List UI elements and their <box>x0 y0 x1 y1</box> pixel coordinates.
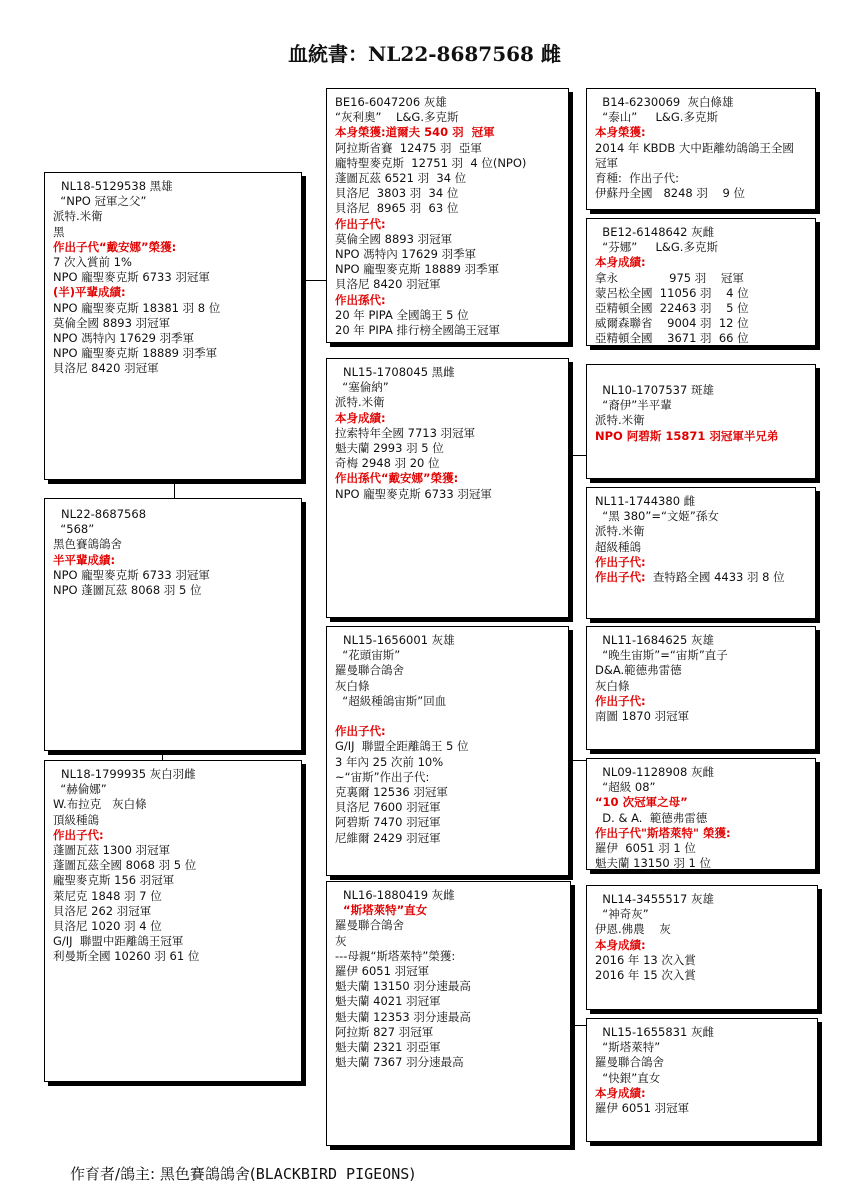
dds-line: 本身成績: <box>595 937 646 952</box>
ddd-line: 本身成績: <box>595 1085 646 1100</box>
page-title: 血統書：NL22-8687568 雌 <box>288 42 561 66</box>
subject-line: “568” <box>53 522 95 537</box>
dd-line: ---母親“斯塔萊特”榮獲: <box>335 948 456 963</box>
sd-line: 拉索特年全國 7713 羽冠軍 <box>335 425 476 440</box>
dam-line: NL18-1799935 灰白羽雌 <box>61 767 196 781</box>
sdd-line: “黑 380”=“文姬”孫女 <box>595 509 719 524</box>
subject-line: NPO 龐聖麥克斯 6733 羽冠軍 <box>53 567 210 582</box>
dss-line: “晚生宙斯”=“宙斯”直子 <box>595 648 728 663</box>
sire-box <box>44 172 302 480</box>
dss-line: 灰白條 <box>595 678 630 693</box>
ds-line: 尼維爾 2429 羽冠軍 <box>335 830 441 845</box>
ssd-line: 威爾森聯省 9004 羽 12 位 <box>595 316 749 331</box>
sdd-line: 超級種鴿 <box>595 539 641 554</box>
dsd-line: 羅伊 6051 羽 1 位 <box>595 841 696 856</box>
ss-line: 作出孫代: <box>335 292 386 307</box>
sire-dam-dam-box <box>586 487 816 619</box>
subject-line: 半平輩成績: <box>53 552 116 567</box>
dsd-line: D. & A. 範德弗雷德 <box>595 810 708 825</box>
ssd-line: 本身成績: <box>595 255 646 270</box>
dd-line: 灰 <box>335 933 347 948</box>
ddd-line: NL15-1655831 灰雌 <box>595 1025 714 1039</box>
sd-line: “塞倫納” <box>335 380 389 395</box>
footer-loft-name: BLACKBIRD PIGEONS <box>255 1165 410 1183</box>
connector-sire-subject <box>174 479 175 499</box>
dds-line: 2016 年 15 次入賞 <box>595 968 696 983</box>
sire-line: 貝洛尼 8420 羽冠軍 <box>53 361 159 376</box>
dam-line: 貝洛尼 262 羽冠軍 <box>53 903 152 918</box>
ds-line: ~“宙斯”作出子代: <box>335 769 430 784</box>
sd-line: NL15-1708045 黑雌 <box>343 365 455 379</box>
sd-line: 派特.米衛 <box>335 395 385 410</box>
ss-line: 貝洛尼 8965 羽 63 位 <box>335 201 459 216</box>
connector-sire-ss <box>302 280 326 281</box>
sd-line: 魁夫蘭 2993 羽 5 位 <box>335 441 444 456</box>
subject-line: NL22-8687568 <box>61 507 147 521</box>
sss-line: 2014 年 KBDB 大中距離幼鴿鴿王全國 <box>595 140 794 155</box>
dam-line: W.布拉克 灰白條 <box>53 797 147 812</box>
dam-sire-box <box>326 626 569 876</box>
dd-line: 魁夫蘭 13150 羽分速最高 <box>335 979 471 994</box>
sdd-line: 作出子代: <box>595 554 646 569</box>
ds-line: 作出子代: <box>335 724 386 739</box>
ssd-line: 亞精頓全國 3671 羽 66 位 <box>595 331 749 346</box>
sdd-line: NL11-1744380 雌 <box>595 494 696 508</box>
ss-line: 20 年 PIPA 排行榜全國鴿王冠軍 <box>335 323 500 338</box>
sire-line: (半)平輩成績: <box>53 285 126 300</box>
dam-line: 利曼斯全國 10260 羽 61 位 <box>53 949 200 964</box>
dam-line: G/IJ 聯盟中距離鴿王冠軍 <box>53 934 184 949</box>
dd-line: 羅伊 6051 羽冠軍 <box>335 964 430 979</box>
sdd-line-label: 作出子代: <box>595 570 646 585</box>
dam-line: 龐聖麥克斯 156 羽冠軍 <box>53 873 175 888</box>
sds-line: “裔伊”半平輩 <box>595 398 672 413</box>
ss-line: NPO 龐聖麥克斯 18889 羽季軍 <box>335 262 500 277</box>
ds-line: 3 年內 25 次前 10% <box>335 754 444 769</box>
sire-dam-box <box>326 358 569 618</box>
sds-line: NPO 阿碧斯 15871 羽冠軍半兄弟 <box>595 428 779 443</box>
dam-line: “赫倫娜” <box>53 782 107 797</box>
sire-line: NPO 龐聖麥克斯 18889 羽季軍 <box>53 346 218 361</box>
dam-line: 貝洛尼 1020 羽 4 位 <box>53 919 162 934</box>
dam-line: 蓬圖瓦茲全國 8068 羽 5 位 <box>53 858 197 873</box>
ds-line: “超級種鴿宙斯”回血 <box>335 693 447 708</box>
sdd-line-value: 查特路全國 4433 羽 8 位 <box>645 570 785 585</box>
dds-line: 伊恩.佛農 灰 <box>595 922 671 937</box>
dss-line: 南圖 1870 羽冠軍 <box>595 709 690 724</box>
ssd-line: 拿永 975 羽 冠軍 <box>595 270 744 285</box>
ss-line <box>335 125 560 140</box>
sdd-line <box>595 570 807 585</box>
sire-line: NPO 龐聖麥克斯 18381 羽 8 位 <box>53 300 221 315</box>
breeder-footer <box>70 1163 415 1184</box>
ds-line: “花頭宙斯” <box>335 648 401 663</box>
ssd-line: 蒙呂松全國 11056 羽 4 位 <box>595 285 749 300</box>
dds-line: “神奇灰” <box>595 907 649 922</box>
sss-line: 育種: 作出子代: <box>595 171 680 186</box>
ss-line: 龐特聖麥克斯 12751 羽 4 位(NPO) <box>335 155 527 170</box>
connector-sd-sds <box>568 455 586 456</box>
dd-line: 羅曼聯合鴿舍 <box>335 918 404 933</box>
dsd-line: “10 次冠軍之母” <box>595 795 688 810</box>
sire-line: 莫倫全國 8893 羽冠軍 <box>53 315 171 330</box>
ss-line: 蓬圖瓦茲 6521 羽 34 位 <box>335 171 467 186</box>
sire-sire-sire-box <box>586 88 816 210</box>
dam-line: 蓬圖瓦茲 1300 羽冠軍 <box>53 843 171 858</box>
sire-line: 作出子代“戴安娜”榮獲: <box>53 239 177 254</box>
sss-line: B14-6230069 灰白條雄 <box>595 95 734 109</box>
ss-line: 阿拉斯省賽 12475 羽 亞軍 <box>335 140 482 155</box>
ds-line: 貝洛尼 7600 羽冠軍 <box>335 800 441 815</box>
dd-line: 魁夫蘭 4021 羽冠軍 <box>335 994 441 1009</box>
ss-honors-label: 本身榮獲: <box>335 125 386 140</box>
ddd-line: 羅伊 6051 羽冠軍 <box>595 1101 690 1116</box>
ss-line: “灰利奧” L&G.多克斯 <box>335 110 459 125</box>
dam-line: 作出子代: <box>53 827 104 842</box>
ds-line: 羅曼聯合鴿舍 <box>335 663 404 678</box>
dam-line: 頂級種鴿 <box>53 812 99 827</box>
sss-line: 本身榮獲: <box>595 125 646 140</box>
sire-line: 黑 <box>53 224 65 239</box>
subject-line: 黑色賽鴿鴿舍 <box>53 537 122 552</box>
dam-dam-dam-box <box>586 1018 818 1142</box>
ss-line: 貝洛尼 8420 羽冠軍 <box>335 277 441 292</box>
subject-line: NPO 蓬圖瓦茲 8068 羽 5 位 <box>53 583 202 598</box>
dam-line: 萊尼克 1848 羽 7 位 <box>53 888 162 903</box>
sds-line: 派特.米衛 <box>595 413 645 428</box>
dd-line: 魁夫蘭 7367 羽分速最高 <box>335 1055 464 1070</box>
ssd-line: BE12-6148642 灰雌 <box>595 225 715 239</box>
connector-subject-dam <box>162 750 163 760</box>
footer-close: ) <box>409 1165 416 1183</box>
ss-line: 20 年 PIPA 全國鴿王 5 位 <box>335 307 469 322</box>
dam-sire-sire-box <box>586 626 816 750</box>
sss-line: 伊蘇丹全國 8248 羽 9 位 <box>595 186 745 201</box>
sss-line: “泰山” L&G.多克斯 <box>595 110 718 125</box>
dam-box <box>44 760 302 1082</box>
subject-box <box>44 498 302 751</box>
ddd-line: “快銀”直女 <box>595 1070 661 1085</box>
footer-label: 作育者/鴿主: 黑色賽鴿鴿舍( <box>70 1165 256 1183</box>
sd-line: 作出孫代“戴安娜”榮獲: <box>335 471 459 486</box>
dd-line: “斯塔萊特”直女 <box>335 903 428 918</box>
ss-honors-note: 道爾夫 540 羽 冠軍 <box>385 125 495 140</box>
dss-line: NL11-1684625 灰雄 <box>595 633 714 647</box>
sss-line: 冠軍 <box>595 155 618 170</box>
dsd-line: NL09-1128908 灰雌 <box>595 765 714 779</box>
ss-line: 莫倫全國 8893 羽冠軍 <box>335 231 453 246</box>
ds-line: G/IJ 聯盟全距離鴿王 5 位 <box>335 739 469 754</box>
sire-sire-dam-box <box>586 218 816 346</box>
ddd-line: “斯塔萊特” <box>595 1040 661 1055</box>
sire-line: NPO 龐聖麥克斯 6733 羽冠軍 <box>53 270 210 285</box>
dsd-line: “超級 08” <box>595 780 656 795</box>
sire-dam-sire-box <box>586 364 816 479</box>
ssd-line: “芬娜” L&G.多克斯 <box>595 240 718 255</box>
sire-line: NPO 馮特內 17629 羽季軍 <box>53 331 195 346</box>
sd-line: 奇梅 2948 羽 20 位 <box>335 456 440 471</box>
dsd-line: 作出子代"斯塔萊特" 榮獲: <box>595 825 731 840</box>
sdd-line: 派特.米衛 <box>595 524 645 539</box>
dd-line: NL16-1880419 灰雌 <box>343 888 455 902</box>
dam-dam-sire-box <box>586 885 818 1010</box>
dss-line: 作出子代: <box>595 693 646 708</box>
dam-dam-box <box>326 881 571 1146</box>
sire-line: NL18-5129538 黑雄 <box>61 179 173 193</box>
ssd-line: 亞精頓全國 22463 羽 5 位 <box>595 301 749 316</box>
dd-line: 阿拉斯 827 羽冠軍 <box>335 1024 434 1039</box>
dss-line: D&A.範德弗雷德 <box>595 663 682 678</box>
dds-line: NL14-3455517 灰雄 <box>595 892 714 906</box>
ds-line: 灰白條 <box>335 678 370 693</box>
ds-line: NL15-1656001 灰雄 <box>343 633 455 647</box>
ss-line: NPO 馮特內 17629 羽季軍 <box>335 247 477 262</box>
sire-line: 派特.米衛 <box>53 209 103 224</box>
dds-line: 2016 年 13 次入賞 <box>595 952 696 967</box>
ss-line: 作出子代: <box>335 216 386 231</box>
sire-line: 7 次入賞前 1% <box>53 255 132 270</box>
sire-sire-box <box>326 88 569 343</box>
ddd-line: 羅曼聯合鴿舍 <box>595 1055 664 1070</box>
ss-line: 貝洛尼 3803 羽 34 位 <box>335 186 459 201</box>
dam-sire-dam-box <box>586 758 816 870</box>
dd-line: 魁夫蘭 2321 羽亞軍 <box>335 1040 441 1055</box>
connector-ds-dss <box>568 760 586 761</box>
ds-line: 阿碧斯 7470 羽冠軍 <box>335 815 441 830</box>
sd-line: NPO 龐聖麥克斯 6733 羽冠軍 <box>335 486 492 501</box>
dsd-line: 魁夫蘭 13150 羽 1 位 <box>595 856 712 870</box>
sds-line: NL10-1707537 斑雄 <box>595 383 714 397</box>
ds-line: 克裏爾 12536 羽冠軍 <box>335 785 448 800</box>
ss-line: BE16-6047206 灰雄 <box>335 95 447 109</box>
dd-line: 魁夫蘭 12353 羽分速最高 <box>335 1009 471 1024</box>
sire-line: “NPO 冠軍之父” <box>53 194 147 209</box>
sd-line: 本身成績: <box>335 410 386 425</box>
ds-line <box>335 709 560 724</box>
